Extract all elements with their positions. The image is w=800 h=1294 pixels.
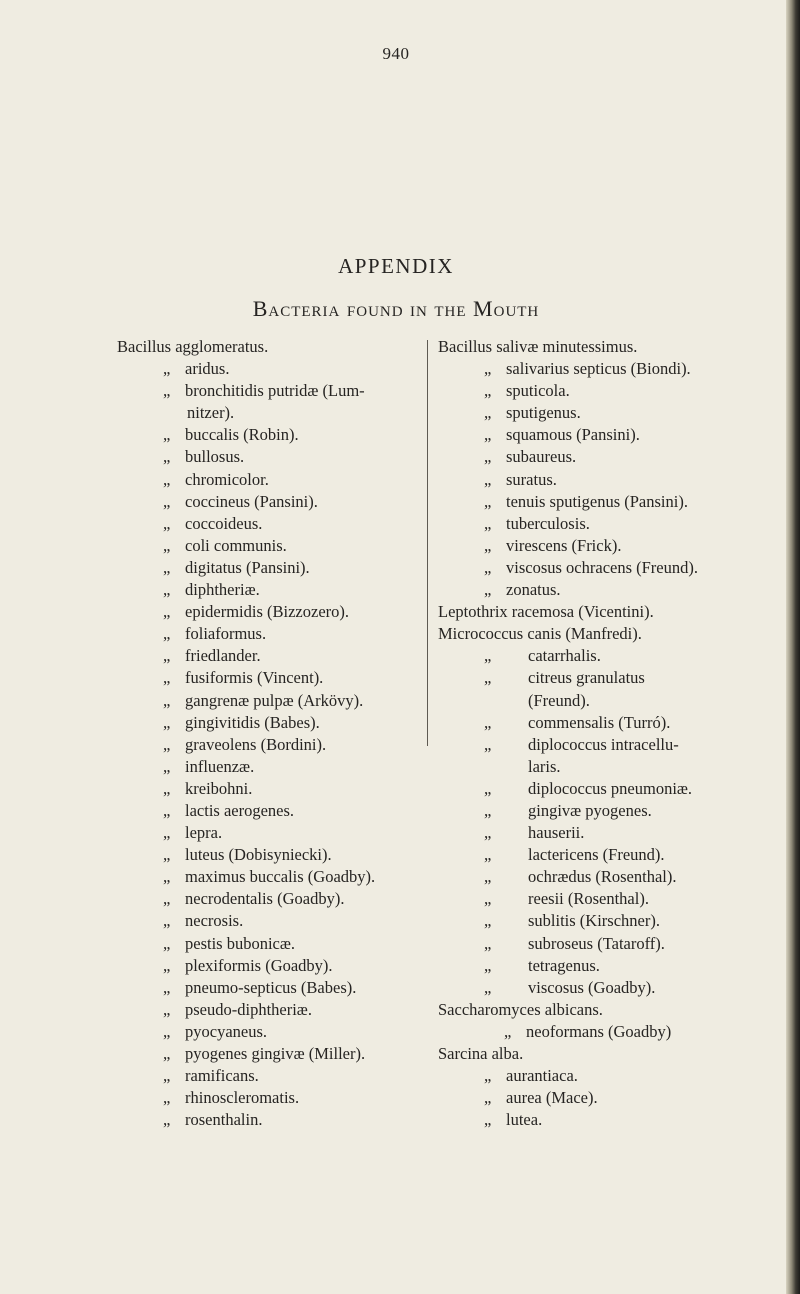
ditto-mark: „ (163, 469, 171, 489)
left-entry (117, 734, 429, 756)
entry-text: epidermidis (Bizzozero). (185, 602, 350, 622)
entry-text: gingivæ pyogenes. (528, 800, 652, 820)
ditto-mark: „ (484, 977, 492, 997)
left-entry (117, 645, 429, 667)
entry-text: ochrædus (Rosenthal). (528, 867, 677, 887)
right-entry (438, 844, 783, 866)
entry-text: necrodentalis (Goadby). (185, 889, 345, 909)
left-entry (117, 1065, 429, 1087)
entry-text: influenzæ. (185, 756, 255, 776)
ditto-mark: „ (484, 381, 492, 401)
left-entry (117, 491, 429, 513)
appendix-heading: APPENDIX (338, 254, 454, 278)
entry-text: viscosus ochracens (Freund). (506, 557, 698, 577)
ditto-mark: „ (484, 359, 492, 379)
left-entry (117, 424, 429, 446)
ditto-mark: „ (484, 911, 492, 931)
right-entry (438, 800, 783, 822)
entry-text: squamous (Pansini). (506, 425, 640, 445)
ditto-mark: „ (504, 1021, 512, 1041)
ditto-mark: „ (484, 823, 492, 843)
ditto-mark: „ (484, 447, 492, 467)
ditto-mark: „ (163, 734, 171, 754)
ditto-mark: „ (484, 535, 492, 555)
entry-text: Sarcina alba. (438, 1044, 524, 1063)
section-subheading: Bacteria found in the Mouth (252, 296, 540, 321)
entry-text: gangrenæ pulpæ (Arkövy). (185, 690, 364, 710)
left-entry (117, 778, 429, 800)
entry-text: tenuis sputigenus (Pansini). (506, 491, 688, 511)
ditto-mark: „ (484, 889, 492, 909)
left-entry (117, 667, 429, 689)
ditto-mark: „ (163, 602, 171, 622)
right-entry (438, 557, 783, 579)
right-entry (438, 1065, 783, 1087)
ditto-mark: „ (163, 867, 171, 887)
entry-text: citreus granulatus (528, 668, 645, 688)
left-entry (117, 601, 429, 623)
entry-text: Bacillus salivæ minutessimus. (438, 337, 638, 356)
left-entry (117, 402, 429, 424)
ditto-mark: „ (484, 845, 492, 865)
entry-text: aridus. (185, 359, 230, 379)
ditto-mark: „ (163, 955, 171, 975)
right-column (438, 336, 783, 1131)
right-entry (438, 623, 783, 645)
entry-text: fusiformis (Vincent). (185, 668, 324, 688)
left-entry (117, 513, 429, 535)
entry-text: diplococcus intracellu- (528, 734, 679, 754)
left-entry (117, 336, 429, 358)
right-entry (438, 1109, 783, 1131)
ditto-mark: „ (484, 955, 492, 975)
right-entry (438, 424, 783, 446)
ditto-mark: „ (484, 580, 492, 600)
entry-text: necrosis. (185, 911, 244, 931)
ditto-mark: „ (163, 624, 171, 644)
entry-text: virescens (Frick). (506, 535, 622, 555)
right-entry (438, 910, 783, 932)
entry-text: viscosus (Goadby). (528, 977, 656, 997)
right-entry (438, 336, 783, 358)
left-entry (117, 933, 429, 955)
entry-text: (Freund). (528, 690, 590, 710)
right-entry (438, 734, 783, 756)
left-entry (117, 535, 429, 557)
ditto-mark: „ (163, 668, 171, 688)
left-entry (117, 822, 429, 844)
left-entry (117, 1109, 429, 1131)
page-number: 940 (382, 44, 410, 63)
left-entry (117, 1021, 429, 1043)
ditto-mark: „ (484, 867, 492, 887)
ditto-mark: „ (163, 1066, 171, 1086)
left-entry (117, 910, 429, 932)
ditto-mark: „ (484, 933, 492, 953)
right-entry (438, 491, 783, 513)
entry-text: buccalis (Robin). (185, 425, 299, 445)
right-entry (438, 380, 783, 402)
right-entry (438, 888, 783, 910)
entry-text: pneumo-septicus (Babes). (185, 977, 357, 997)
entry-text: coccoideus. (185, 513, 263, 533)
ditto-mark: „ (163, 977, 171, 997)
entry-text: maximus buccalis (Goadby). (185, 867, 376, 887)
ditto-mark: „ (163, 690, 171, 710)
entry-text: reesii (Rosenthal). (528, 889, 649, 909)
left-entry (117, 866, 429, 888)
right-entry (438, 1043, 783, 1065)
entry-text: pyogenes gingivæ (Miller). (185, 1044, 366, 1063)
entry-text: rosenthalin. (185, 1110, 263, 1130)
entry-text: luteus (Dobisyniecki). (185, 845, 332, 865)
entry-text: lactericens (Freund). (528, 845, 665, 865)
left-entry (117, 579, 429, 601)
ditto-mark: „ (484, 469, 492, 489)
entry-text: neoformans (Goadby) (526, 1021, 672, 1041)
entry-text: lactis aerogenes. (185, 800, 295, 820)
entry-text: lepra. (185, 823, 223, 843)
right-entry (438, 822, 783, 844)
entry-text: Bacillus agglomeratus. (117, 337, 269, 356)
left-entry (117, 800, 429, 822)
entry-text: zonatus. (506, 580, 561, 600)
ditto-mark: „ (484, 778, 492, 798)
ditto-mark: „ (163, 911, 171, 931)
ditto-mark: „ (163, 580, 171, 600)
entry-text: Leptothrix racemosa (Vicentini). (438, 602, 654, 622)
entry-text: Micrococcus canis (Manfredi). (438, 624, 642, 644)
entry-text: sputigenus. (506, 403, 581, 423)
ditto-mark: „ (484, 646, 492, 666)
entry-text: aurea (Mace). (506, 1088, 598, 1108)
right-entry (438, 513, 783, 535)
left-entry (117, 690, 429, 712)
left-entry (117, 999, 429, 1021)
entry-text: friedlander. (185, 646, 261, 666)
ditto-mark: „ (163, 1021, 171, 1041)
entry-text: chromicolor. (185, 469, 269, 489)
entry-text: rhinoscleromatis. (185, 1088, 300, 1108)
entry-text: suratus. (506, 469, 557, 489)
entry-text: catarrhalis. (528, 646, 601, 666)
left-entry (117, 955, 429, 977)
entry-text: foliaformus. (185, 624, 267, 644)
ditto-mark: „ (163, 889, 171, 909)
ditto-mark: „ (163, 778, 171, 798)
ditto-mark: „ (163, 712, 171, 732)
ditto-mark: „ (484, 1088, 492, 1108)
right-entry (438, 955, 783, 977)
right-entry (438, 402, 783, 424)
right-entry (438, 446, 783, 468)
ditto-mark: „ (484, 668, 492, 688)
entry-text: pseudo-diphtheriæ. (185, 999, 312, 1019)
ditto-mark: „ (163, 756, 171, 776)
left-entry (117, 557, 429, 579)
column-divider (427, 340, 428, 746)
entry-text: digitatus (Pansini). (185, 557, 310, 577)
ditto-mark: „ (484, 1110, 492, 1130)
entry-text: tetragenus. (528, 955, 600, 975)
right-entry (438, 601, 783, 623)
right-entry (438, 1087, 783, 1109)
entry-text: plexiformis (Goadby). (185, 955, 333, 975)
left-entry (117, 712, 429, 734)
ditto-mark: „ (484, 712, 492, 732)
ditto-mark: „ (163, 1044, 171, 1063)
left-entry (117, 358, 429, 380)
entry-text: bronchitidis putridæ (Lum- (185, 381, 365, 401)
entry-text: coccineus (Pansini). (185, 491, 318, 511)
right-entry (438, 999, 783, 1021)
entry-text: kreibohni. (185, 778, 253, 798)
entry-text: coli communis. (185, 535, 287, 555)
entry-text: sublitis (Kirschner). (528, 911, 660, 931)
left-entry (117, 977, 429, 999)
ditto-mark: „ (163, 557, 171, 577)
ditto-mark: „ (484, 513, 492, 533)
right-entry (438, 667, 783, 689)
left-entry (117, 469, 429, 491)
right-entry (438, 712, 783, 734)
entry-text: aurantiaca. (506, 1066, 578, 1086)
ditto-mark: „ (484, 425, 492, 445)
right-entry (438, 358, 783, 380)
entry-text: Saccharomyces albicans. (438, 999, 603, 1019)
entry-text: gingivitidis (Babes). (185, 712, 320, 732)
entry-text: tuberculosis. (506, 513, 590, 533)
page-edge-shadow (786, 0, 800, 1294)
entry-text: hauserii. (528, 823, 585, 843)
entry-text: salivarius septicus (Biondi). (506, 359, 691, 379)
left-entry (117, 1043, 429, 1065)
right-entry (438, 866, 783, 888)
entry-text: subaureus. (506, 447, 577, 467)
right-entry (438, 469, 783, 491)
ditto-mark: „ (163, 646, 171, 666)
ditto-mark: „ (163, 535, 171, 555)
ditto-mark: „ (163, 447, 171, 467)
entry-text: lutea. (506, 1110, 543, 1130)
ditto-mark: „ (163, 359, 171, 379)
ditto-mark: „ (484, 734, 492, 754)
entry-text: pestis bubonicæ. (185, 933, 295, 953)
entry-text: diphtheriæ. (185, 580, 260, 600)
left-entry (117, 1087, 429, 1109)
entry-text: ramificans. (185, 1066, 259, 1086)
ditto-mark: „ (163, 1110, 171, 1130)
ditto-mark: „ (163, 823, 171, 843)
ditto-mark: „ (163, 513, 171, 533)
entry-text: laris. (528, 756, 561, 776)
ditto-mark: „ (163, 491, 171, 511)
right-entry (438, 579, 783, 601)
right-entry (438, 535, 783, 557)
ditto-mark: „ (484, 800, 492, 820)
left-entry (117, 756, 429, 778)
ditto-mark: „ (484, 1066, 492, 1086)
left-entry (117, 446, 429, 468)
ditto-mark: „ (163, 425, 171, 445)
entry-text: sputicola. (506, 381, 570, 401)
entry-text: nitzer). (187, 403, 235, 423)
entry-text: commensalis (Turró). (528, 712, 671, 732)
right-entry (438, 1021, 783, 1043)
ditto-mark: „ (163, 845, 171, 865)
entry-text: graveolens (Bordini). (185, 734, 327, 754)
ditto-mark: „ (163, 999, 171, 1019)
ditto-mark: „ (163, 381, 171, 401)
right-entry (438, 756, 783, 778)
right-entry (438, 690, 783, 712)
ditto-mark: „ (163, 933, 171, 953)
left-entry (117, 844, 429, 866)
ditto-mark: „ (163, 1088, 171, 1108)
ditto-mark: „ (163, 800, 171, 820)
left-entry (117, 888, 429, 910)
left-entry (117, 623, 429, 645)
right-entry (438, 645, 783, 667)
entry-text: bullosus. (185, 447, 245, 467)
ditto-mark: „ (484, 557, 492, 577)
right-entry (438, 778, 783, 800)
ditto-mark: „ (484, 491, 492, 511)
left-column (117, 336, 429, 1131)
right-entry (438, 933, 783, 955)
entry-text: diplococcus pneumoniæ. (528, 778, 693, 798)
ditto-mark: „ (484, 403, 492, 423)
entry-text: pyocyaneus. (185, 1021, 268, 1041)
left-entry (117, 380, 429, 402)
entry-text: subroseus (Tataroff). (528, 933, 665, 953)
right-entry (438, 977, 783, 999)
